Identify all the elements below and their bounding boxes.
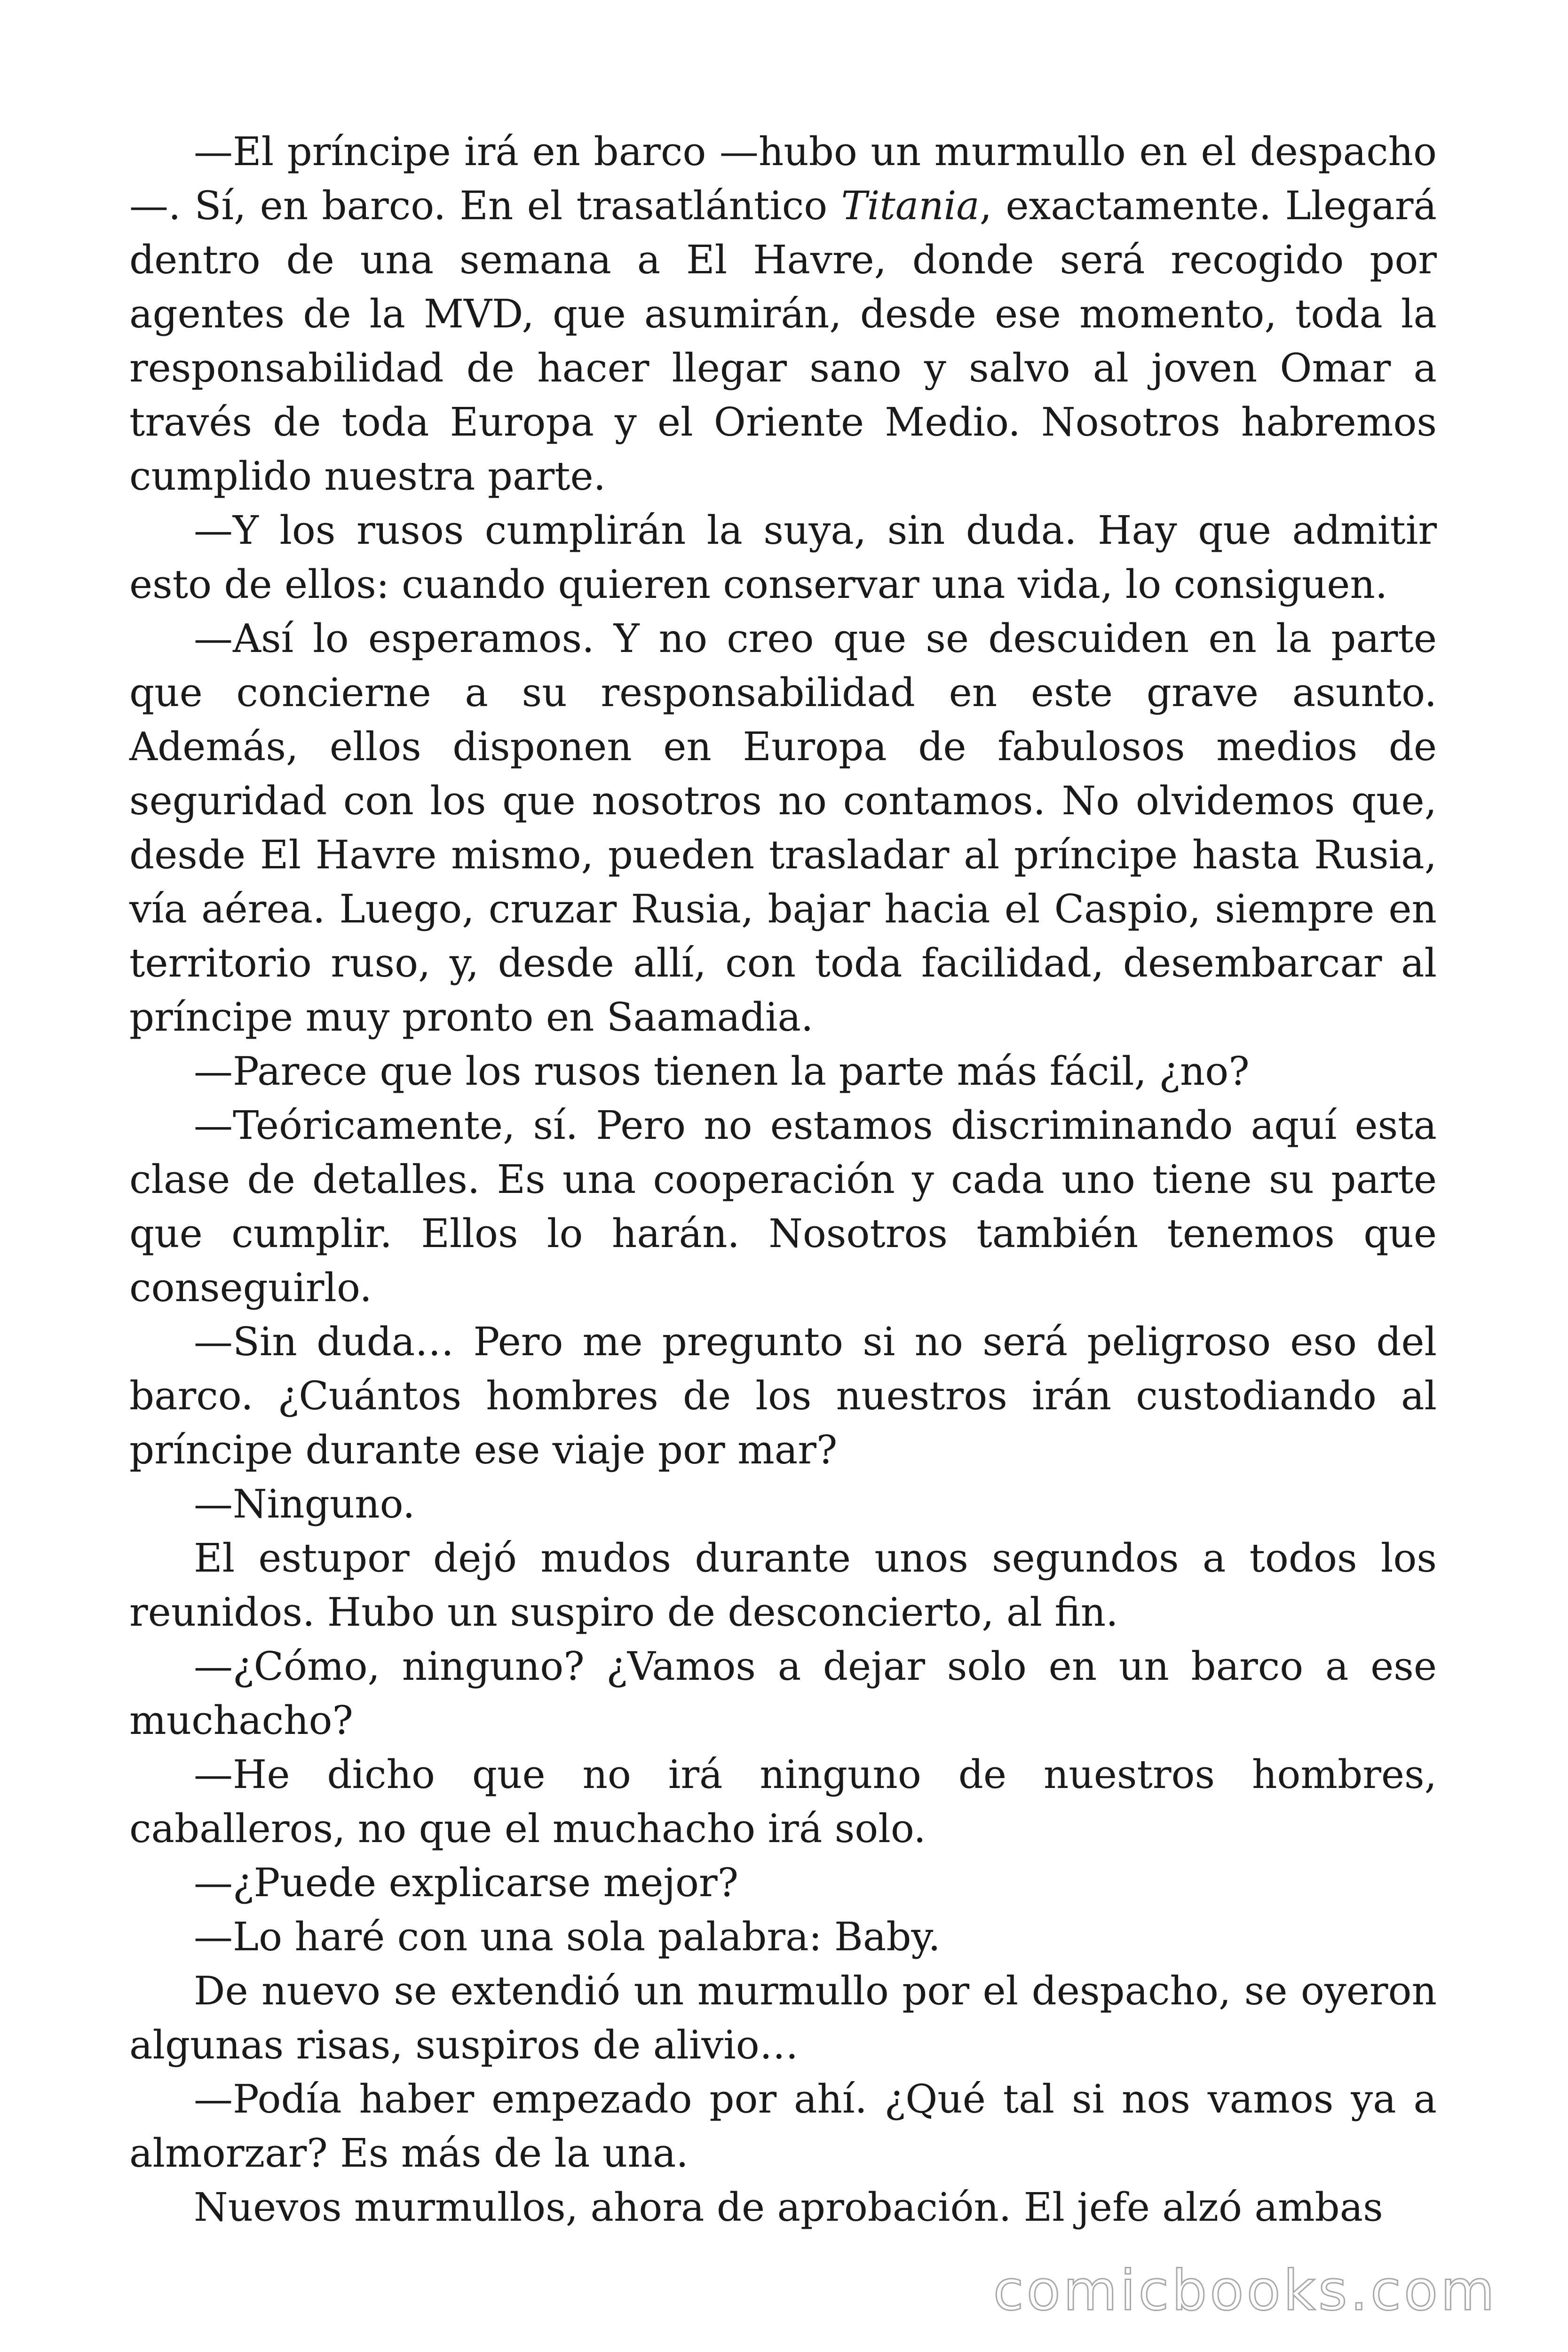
paragraph-12: —Lo haré con una sola palabra: Baby.: [194, 1914, 941, 1960]
paragraph-14: —Podía haber empezado por ahí. ¿Qué tal si nos vamos ya a almorzar? Es más de la una.: [129, 2076, 1437, 2176]
paragraph-11: —¿Puede explicarse mejor?: [194, 1860, 739, 1906]
ship-name-italic: Titania: [841, 183, 980, 229]
paragraph-3: —Así lo esperamos. Y no creo que se descuiden en la parte que concierne a su responsabilidad en este grave asunto. Además, ellos disponen en Europa de fabulosos medios de seguridad con los que nosotros no contamos. No olvidemos que, desde El Havre mismo, pueden trasladar al príncipe hasta Rusia, vía aérea. Luego, cruzar Rusia, bajar hacia el Caspio, siempre en territorio ruso, y, desde allí, con toda facilidad, desembarcar al príncipe muy pronto en Saamadia.: [129, 616, 1437, 1040]
page-body: [129, 125, 1437, 2234]
paragraph-6: —Sin duda… Pero me pregunto si no será peligroso eso del barco. ¿Cuántos hombres de los nuestros irán custodiando al príncipe durante ese viaje por mar?: [129, 1319, 1437, 1473]
paragraph-1-text-end: , exactamente. Llegará dentro de una semana a El Havre, donde será recogido por agentes de la MVD, que asumirán, desde ese momento, toda la responsabilidad de hacer llegar sano y salvo al joven Omar a través de toda Europa y el Oriente Medio. Nosotros habremos cumplido nuestra parte.: [129, 183, 1437, 499]
paragraph-13: De nuevo se extendió un murmullo por el despacho, se oyeron algunas risas, suspiros de alivio…: [129, 1968, 1437, 2068]
paragraph-15: Nuevos murmullos, ahora de aprobación. El jefe alzó ambas: [194, 2185, 1383, 2230]
paragraph-10: —He dicho que no irá ninguno de nuestros hombres, caballeros, no que el muchacho irá solo.: [129, 1752, 1437, 1851]
paragraph-1-text-start: —El príncipe irá en barco —hubo un murmullo en el despacho —. Sí, en barco. En el trasatlántico: [129, 129, 1437, 229]
paragraph-4: —Parece que los rusos tienen la parte más fácil, ¿no?: [194, 1049, 1250, 1094]
paragraph-9: —¿Cómo, ninguno? ¿Vamos a dejar solo en un barco a ese muchacho?: [129, 1644, 1437, 1743]
paragraph-5: —Teóricamente, sí. Pero no estamos discriminando aquí esta clase de detalles. Es una cooperación y cada uno tiene su parte que cumplir. Ellos lo harán. Nosotros también tenemos que conseguirlo.: [129, 1103, 1437, 1311]
paragraph-7: —Ninguno.: [194, 1481, 415, 1527]
watermark: comicbooks.com: [993, 2258, 1497, 2323]
paragraph-2: —Y los rusos cumplirán la suya, sin duda. Hay que admitir esto de ellos: cuando quieren conservar una vida, lo consiguen.: [129, 508, 1437, 607]
paragraph-8: El estupor dejó mudos durante unos segundos a todos los reunidos. Hubo un suspiro de desconcierto, al fin.: [129, 1535, 1437, 1635]
paragraph-1: [129, 125, 1437, 503]
